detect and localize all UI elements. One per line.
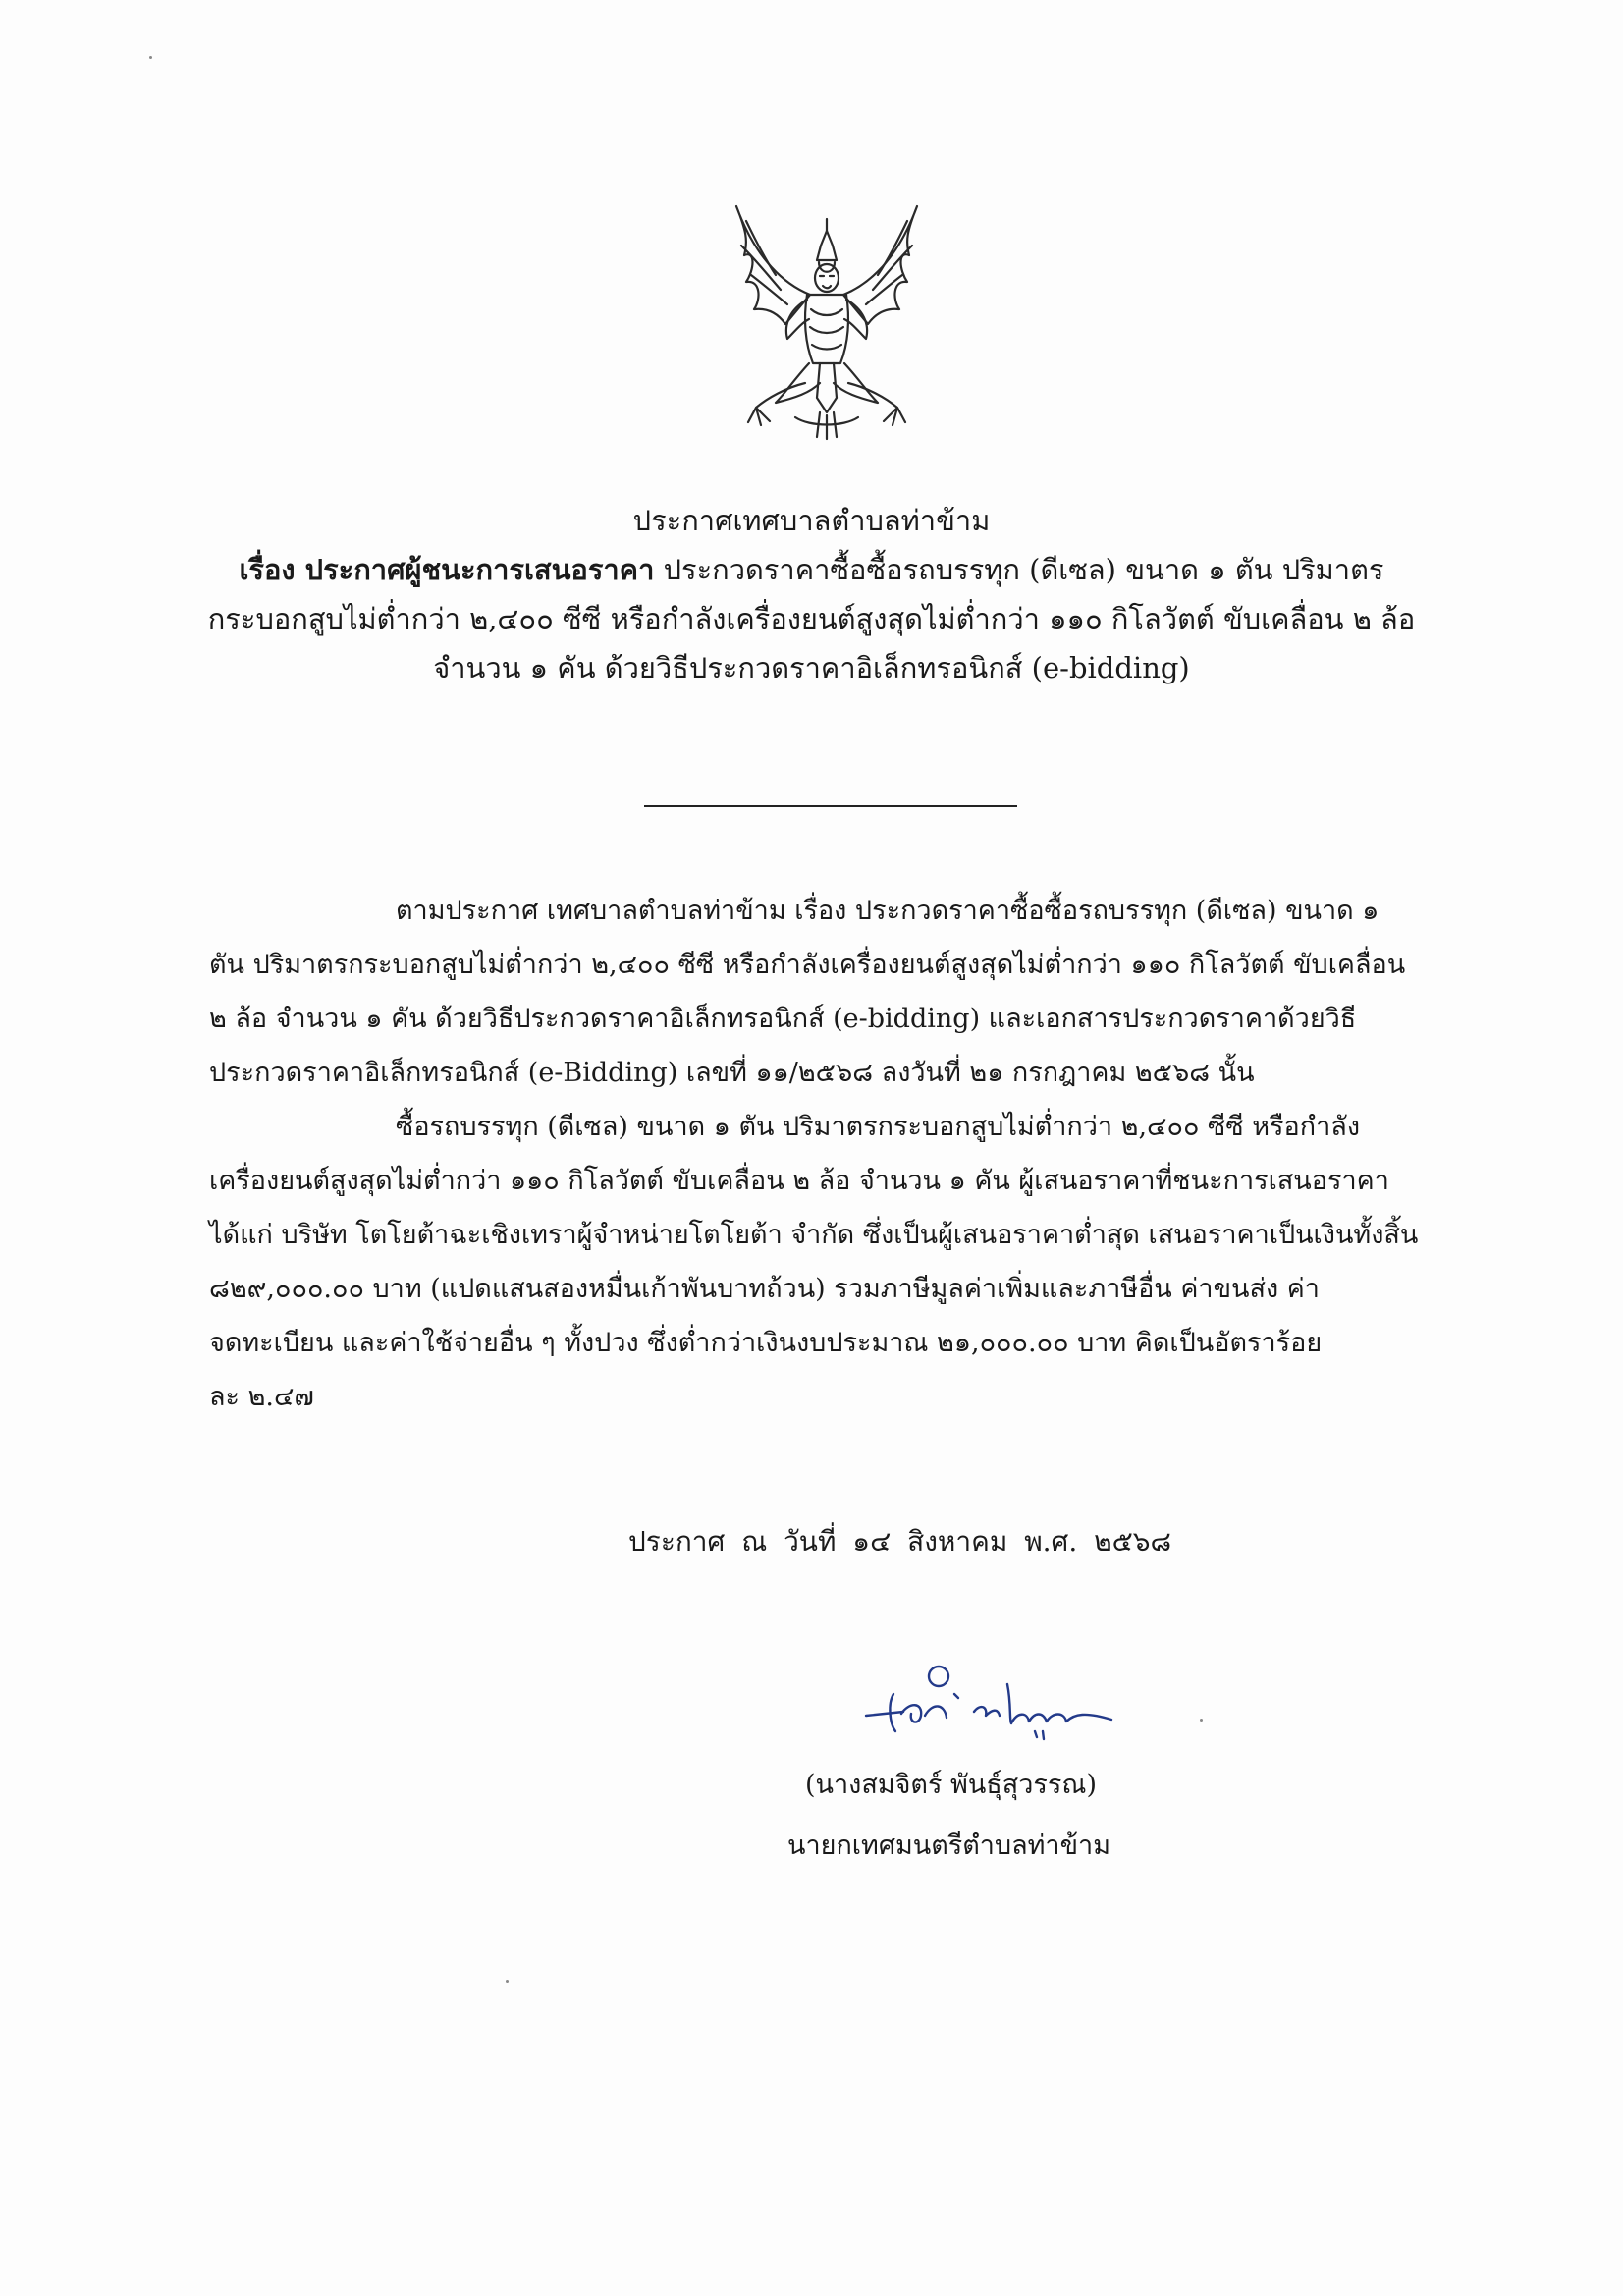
paragraph-2-line-2: เครื่องยนต์สูงสุดไม่ต่ำกว่า ๑๑๐ กิโลวัตต์ ขับเคลื่อน ๒ ล้อ จำนวน ๑ คัน ผู้เสนอราคาที่ชนะการเสนอราคา: [209, 1166, 1389, 1196]
announcement-body: [209, 884, 1427, 1424]
garuda-emblem-icon: [727, 201, 928, 442]
paragraph-1-line-1: ตามประกาศ เทศบาลตำบลท่าข้าม เรื่อง ประกวดราคาซื้อซื้อรถบรรทุก (ดีเซล) ขนาด ๑: [396, 896, 1380, 926]
paragraph-1-line-4: ประกวดราคาอิเล็กทรอนิกส์ (e-Bidding) เลขที่ ๑๑/๒๕๖๘ ลงวันที่ ๒๑ กรกฎาคม ๒๕๖๘ นั้น: [209, 1058, 1255, 1088]
announcement-header: [147, 496, 1476, 692]
paragraph-1-line-3: ๒ ล้อ จำนวน ๑ คัน ด้วยวิธีประกวดราคาอิเล็กทรอนิกส์ (e-bidding) และเอกสารประกวดราคาด้วยวิธี: [209, 1004, 1357, 1034]
paragraph-2-line-5: จดทะเบียน และค่าใช้จ่ายอื่น ๆ ทั้งปวง ซึ่งต่ำกว่าเงินงบประมาณ ๒๑,๐๐๐.๐๐ บาท คิดเป็นอัตราร้อย: [209, 1328, 1323, 1358]
announcement-date: ประกาศ ณ วันที่ ๑๔ สิงหาคม พ.ศ. ๒๕๖๘: [628, 1525, 1172, 1558]
issuing-organization: ประกาศเทศบาลตำบลท่าข้าม: [632, 504, 991, 537]
title-divider: [644, 805, 1017, 807]
subject-line-2: กระบอกสูบไม่ต่ำกว่า ๒,๔๐๐ ซีซี หรือกำลังเครื่องยนต์สูงสุดไม่ต่ำกว่า ๑๑๐ กิโลวัตต์ ขับเคลื่อน ๒ ล้อ: [207, 602, 1416, 635]
subject-line-3: จำนวน ๑ คัน ด้วยวิธีประกวดราคาอิเล็กทรอนิกส์ (e-bidding): [433, 651, 1190, 684]
paragraph-2-line-4: ๘๒๙,๐๐๐.๐๐ บาท (แปดแสนสองหมื่นเก้าพันบาทถ้วน) รวมภาษีมูลค่าเพิ่มและภาษีอื่น ค่าขนส่ง ค่า: [209, 1274, 1320, 1304]
paragraph-2-line-3: ได้แก่ บริษัท โตโยต้าฉะเชิงเทราผู้จำหน่ายโตโยต้า จำกัด ซึ่งเป็นผู้เสนอราคาต่ำสุด เสนอราคาเป็นเงินทั้งสิ้น: [209, 1220, 1419, 1250]
paragraph-2-line-6: ละ ๒.๔๗: [209, 1382, 314, 1412]
scan-speck: [506, 1980, 509, 1983]
scan-speck: [149, 56, 152, 59]
scan-speck: [1200, 1719, 1203, 1722]
subject-line-1: [147, 545, 1476, 594]
subject-line-1-rest: ประกวดราคาซื้อซื้อรถบรรทุก (ดีเซล) ขนาด ๑ ตัน ปริมาตร: [654, 553, 1384, 586]
signer-position: นายกเทศมนตรีตำบลท่าข้าม: [787, 1831, 1110, 1861]
paragraph-1-line-2: ตัน ปริมาตรกระบอกสูบไม่ต่ำกว่า ๒,๔๐๐ ซีซี หรือกำลังเครื่องยนต์สูงสุดไม่ต่ำกว่า ๑๑๐ กิโลวัตต์ ขับเคลื่อน: [209, 950, 1406, 980]
signer-name: (นางสมจิตร์ พันธุ์สุวรรณ): [805, 1770, 1098, 1800]
subject-prefix: เรื่อง ประกาศผู้ชนะการเสนอราคา: [239, 553, 655, 586]
paragraph-2-line-1: ซื้อรถบรรทุก (ดีเซล) ขนาด ๑ ตัน ปริมาตรกระบอกสูบไม่ต่ำกว่า ๒,๔๐๐ ซีซี หรือกำลัง: [396, 1112, 1361, 1142]
handwritten-signature: [864, 1655, 1119, 1753]
